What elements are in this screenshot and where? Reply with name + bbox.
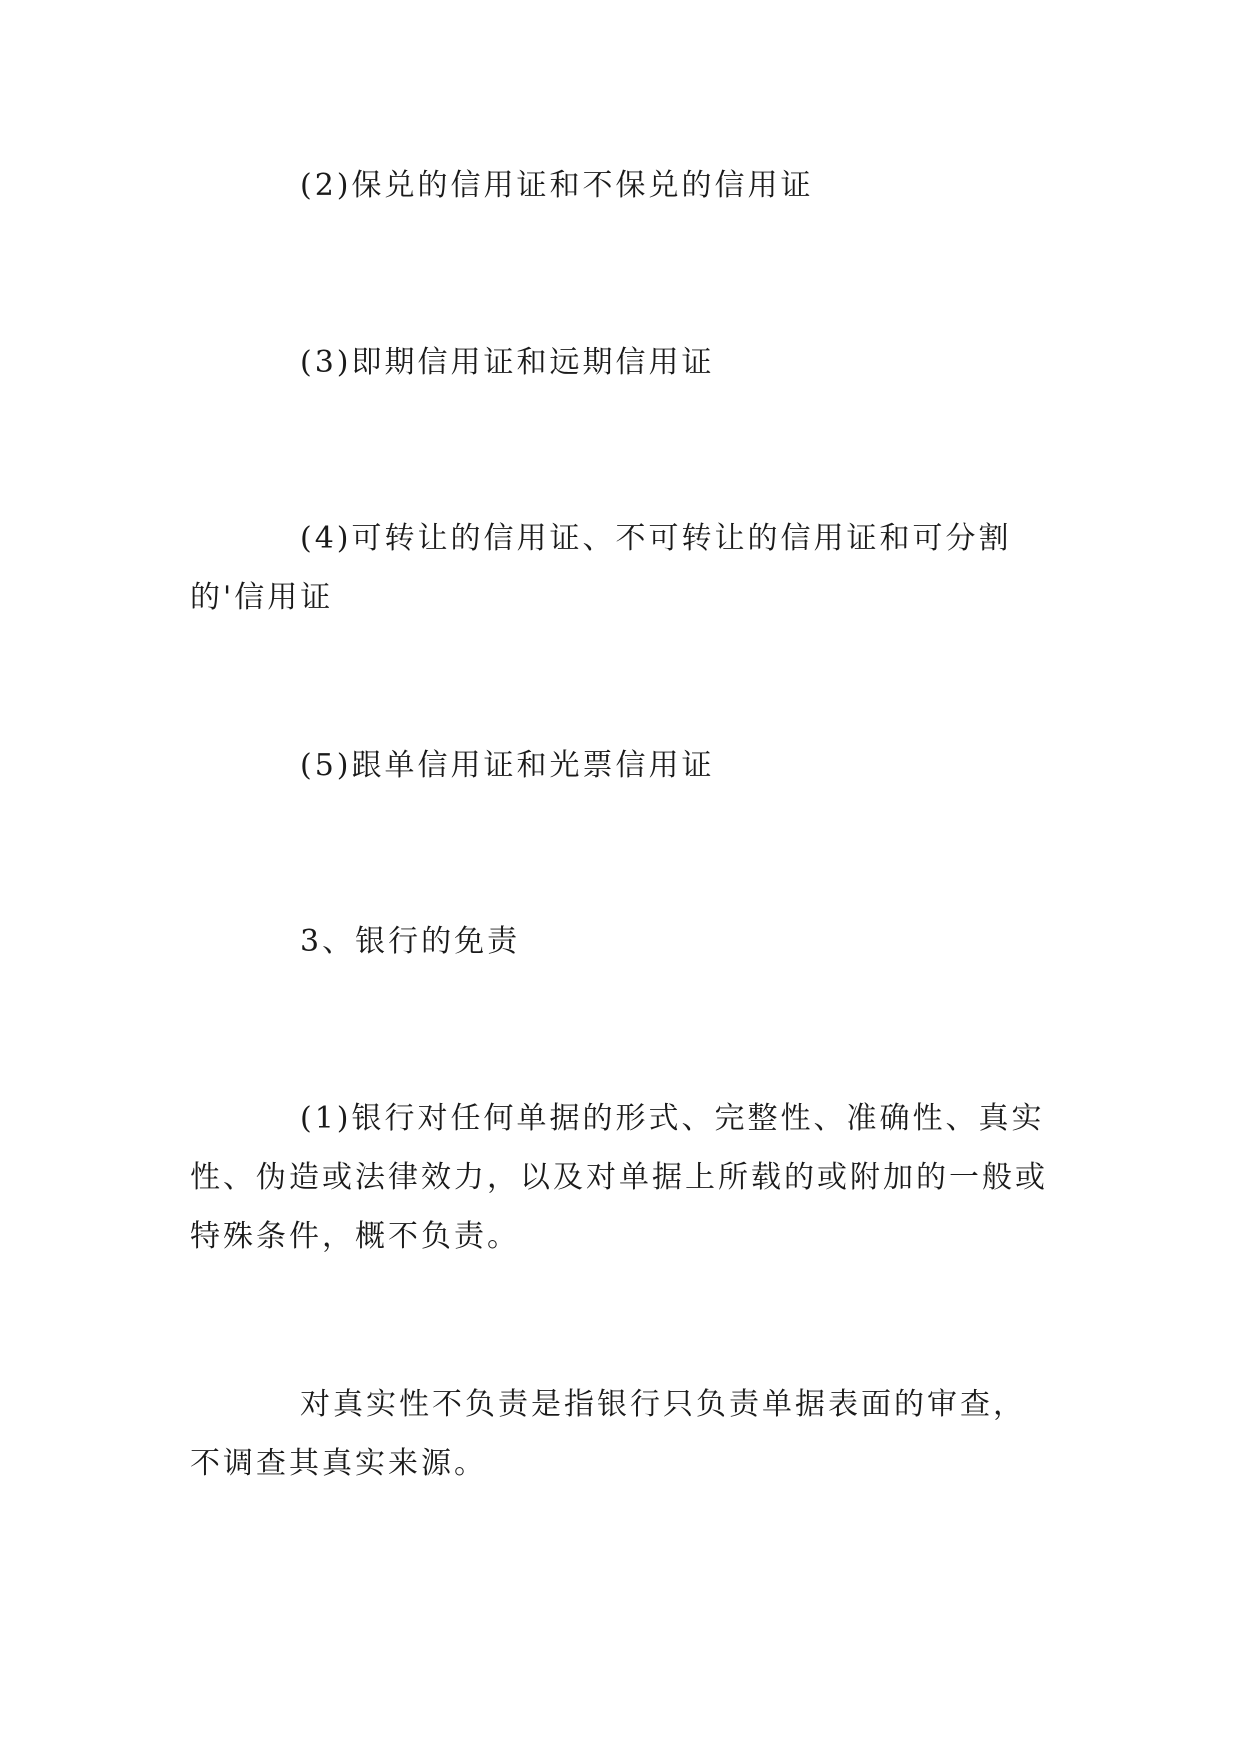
paragraph-lc-type-documentary: (5)跟单信用证和光票信用证	[300, 748, 715, 783]
paragraph-lc-type-transferable: (4)可转让的信用证、不可转让的信用证和可分割的'信用证	[190, 521, 1012, 615]
paragraph-authenticity-note: 对真实性不负责是指银行只负责单据表面的审查，不调查其真实来源。	[190, 1387, 1026, 1481]
section-heading-bank-exemption: 3、银行的免责	[300, 924, 521, 959]
paragraph-exemption-item-1: (1)银行对任何单据的形式、完整性、准确性、真实性、伪造或法律效力，以及对单据上所载的或附加的一般或特殊条件，概不负责。	[190, 1101, 1048, 1254]
paragraph-lc-type-sight-usance: (3)即期信用证和远期信用证	[300, 345, 715, 380]
paragraph-lc-type-confirmed: (2)保兑的信用证和不保兑的信用证	[300, 168, 814, 203]
